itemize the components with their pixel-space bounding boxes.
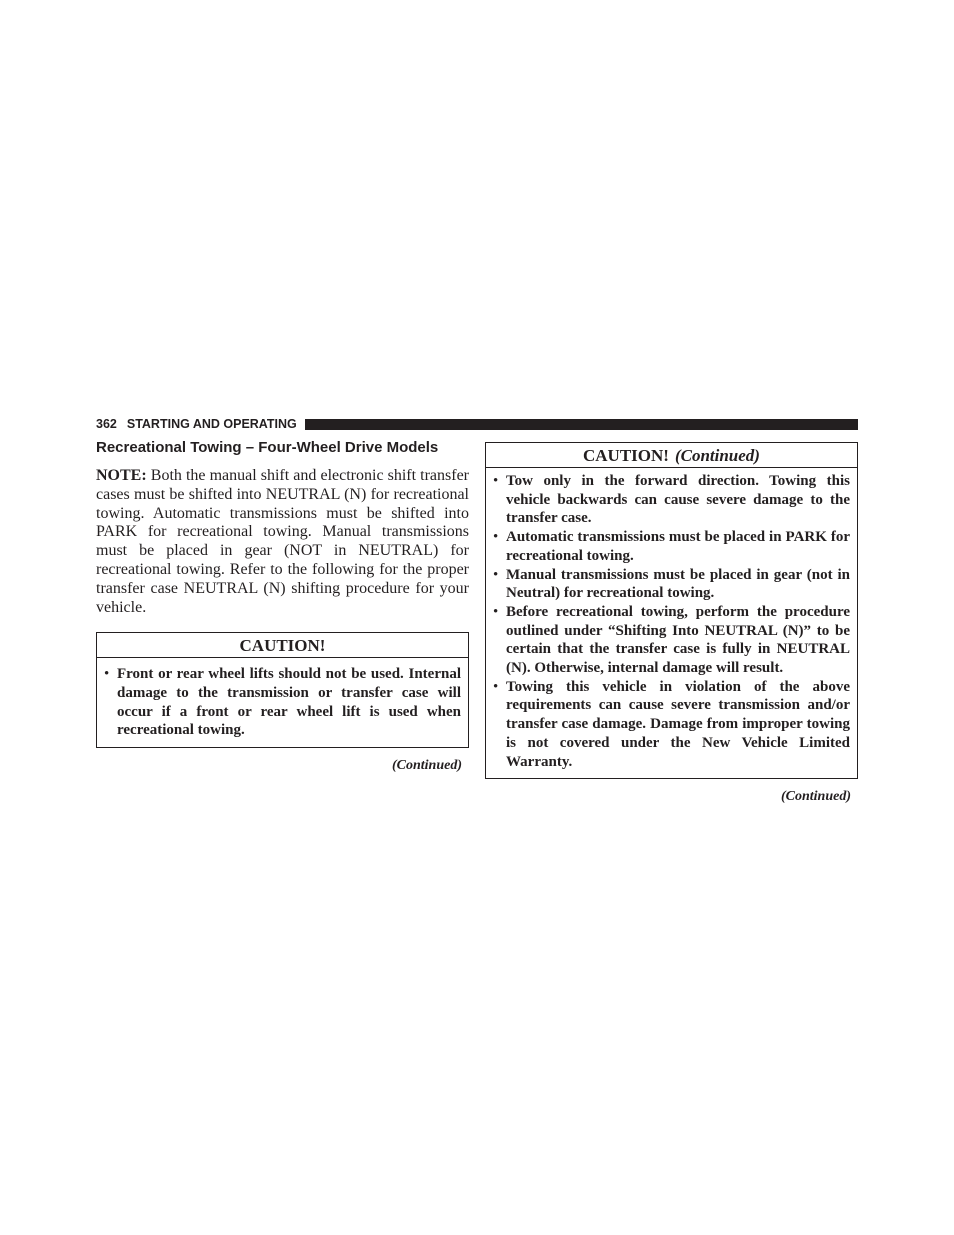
page-number: 362 (96, 417, 117, 431)
continued-label: (Continued) (780, 789, 851, 805)
caution-item: • Towing this vehicle in violation of the above requirements can cause severe transmission and/or transfer case damage. Damage from improper towing is not covered under the New Vehicle Limited Warranty. (492, 678, 850, 772)
page-header (96, 417, 858, 431)
caution-item: • Front or rear wheel lifts should not be used. Internal damage to the transmission or transfer case will occur if a front or rear wheel lift is used when recreational towing. (103, 665, 461, 740)
caution-item: • Before recreational towing, perform the procedure outlined under “Shifting Into NEUTRAL (N)” to be certain that the transfer case is fully in NEUTRAL (N). Otherwise, internal damage will result. (492, 603, 850, 678)
caution-continued-box (485, 442, 858, 779)
note-paragraph (96, 467, 469, 617)
note-text: Both the manual shift and electronic shift transfer cases must be shifted into NEUTRAL (N) for recreational towing. Automatic transmissions must be shifted into PARK for recreational towing. Manual transmissions must be placed in gear (NOT in NEUTRAL) for recreational towing. Refer to the following for the proper transfer case NEUTRAL (N) shifting procedure for your vehicle. (96, 467, 470, 616)
left-column (96, 438, 469, 774)
caution-item: • Manual transmissions must be placed in gear (not in Neutral) for recreational towing. (492, 566, 850, 603)
caution-title: CAUTION! (97, 633, 468, 658)
caution-list (97, 658, 468, 747)
note-label: NOTE: (96, 467, 147, 484)
caution-title-suffix: (Continued) (674, 446, 760, 465)
caution-item: • Automatic transmissions must be placed in PARK for recreational towing. (492, 528, 850, 565)
caution-continued-list (486, 468, 857, 778)
right-column (485, 442, 858, 805)
section-title: STARTING AND OPERATING (126, 417, 297, 431)
caution-box (96, 632, 469, 748)
header-rule (305, 419, 858, 430)
caution-title-text: CAUTION! (583, 446, 669, 465)
caution-item: • Tow only in the forward direction. Towing this vehicle backwards can cause severe damage to the transfer case. (492, 472, 850, 528)
continued-label: (Continued) (391, 758, 462, 774)
caution-continued-title (486, 443, 857, 468)
recreational-towing-heading: Recreational Towing – Four-Wheel Drive Models (96, 439, 439, 456)
